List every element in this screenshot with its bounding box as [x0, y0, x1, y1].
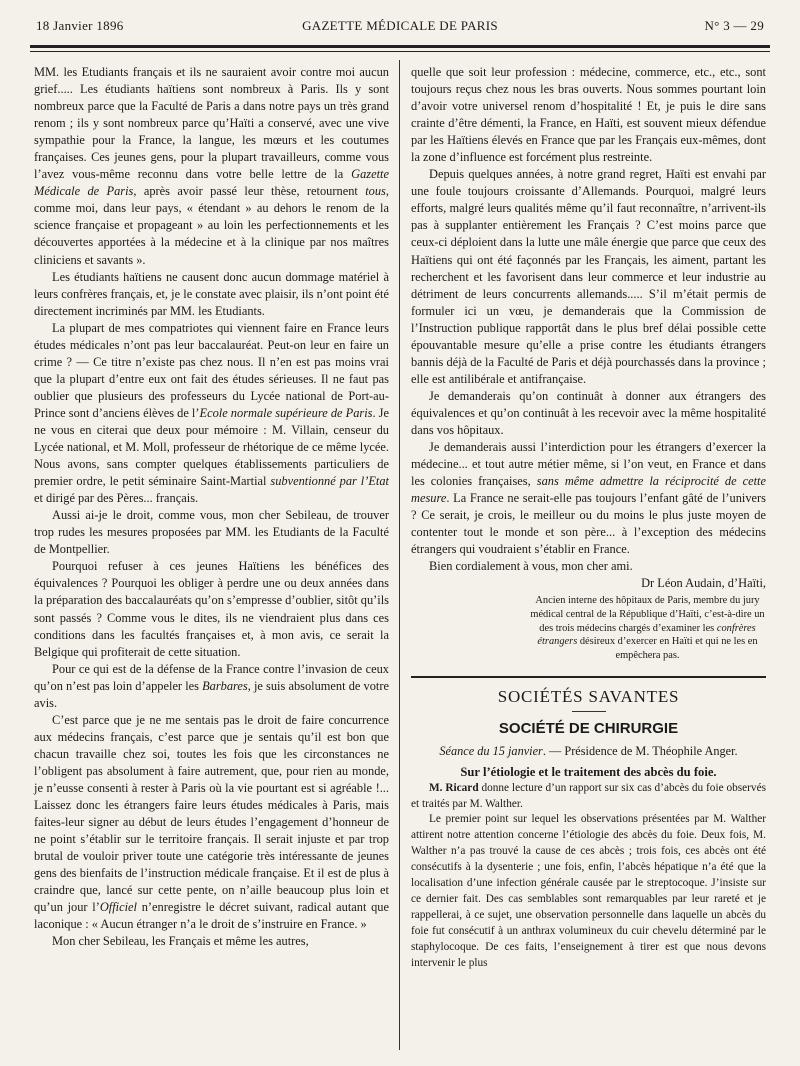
left-paragraph-6: Pour ce qui est de la défense de la France contre l’invasion de ceux qu’on n’est pas loin d’appeler les Barbares, je suis absolument de votre avis. — [34, 661, 389, 710]
left-paragraph-3: La plupart de mes compatriotes qui viennent faire en France leurs études médicales n’ont pas leur baccalauréat. Peut-on leur en faire un crime ? — Ce titre n’existe pas chez nous. Il n’en est pas moins vrai que la plupart d’entre eux ont fait des études sérieuses. Il ne faut pas oublier que plusieurs des professeurs du Lycée national de Port-au-Prince sont d’anciens élèves de l’Ecole normale supérieure de Paris. Je ne vous en citerai que deux pour mémoire : M. Villain, censeur du Lycée national, et M. Moll, professeur de rhétorique de ce même lycée. Nous avons, sans compter quelques établissements particuliers de premier ordre, le petit séminaire Saint-Martial subventionné par l’Etat et dirigé par des Pères... français. — [34, 320, 390, 506]
seance-line: Séance du 15 janvier. — Présidence de M. Théophile Anger. — [439, 743, 738, 758]
right-paragraph-2: Depuis quelques années, à notre grand regret, Haïti est envahi par une foule toujours croissante d’Allemands. Pourquoi, malgré leurs efforts, malgré leurs qualités même qu’il faut reconnaître, n’arrivent-ils pas à supplanter entièrement les Français ? C’est moins parce que ceux-ci déploient dans la lutte une mâle énergie que parce que ceux des Haïtiens qui ont été façonnés par les Français, les aiment, partant les recherchent et les favorisent dans leur commerce et leur industrie au détriment de leurs concurrents allemands..... S’il m’était permis de formuler ici un vœu, je demanderais que la Commission de l’Instruction publique rapportât dans le plus bref délai possible cette épouvantable mesure qu’elle a prise contre les étudiants étrangers bannis déjà de la Faculté de Paris et déjà pourchassés dans la province ; elle est antilibérale et antifrançaise. — [411, 167, 766, 386]
report-paragraph-2: Le premier point sur lequel les observations présentées par M. Walther attirent notre attention concerne l’étiologie des abcès du foie. Deux fois, M. Walther n’a pas trouvé la cause de ces abcès ; trois fois, ces abcès ont été consécutifs à la dysenterie ; une fois, enfin, l’abcès hépatique n’a été que la localisation d’une infection générale causée par le streptocoque. J’insiste sur ce dernier fait. Des cas semblables sont remarquables par leur rareté et je rappellerai, à ce sujet, une observation personnelle dans laquelle un abcès du foie fut consécutif à un anthrax volumineux du cuir chevelu déterminé par le staphylocoque. De ces faits, l’enseignement à tirer est que nous devons intervenir le plus — [411, 813, 766, 969]
column-separator — [399, 60, 400, 1050]
section-title: SOCIÉTÉS SAVANTES — [497, 687, 680, 707]
right-paragraph-3: Je demanderais qu’on continuât à donner aux étrangers des équivalences et qu’on continuât à les recevoir avec la même hospitalité dans vos hôpitaux. — [411, 388, 766, 437]
header-rule-thick — [30, 45, 770, 48]
right-column — [411, 64, 766, 971]
right-paragraph-5: Bien cordialement à vous, mon cher ami. — [429, 559, 633, 574]
subject-title: Sur l’étiologie et le traitement des abcès du foie. — [460, 764, 717, 779]
header-rule-thin — [30, 51, 770, 52]
report-paragraph-1: M. Ricard donne lecture d’un rapport sur six cas d’abcès du foie observés et traités par M. Walther. — [411, 781, 766, 810]
left-paragraph-7: C’est parce que je ne me sentais pas le droit de faire concurrence aux médecins français, c’est parce que je sentais qu’il est bon que chacun travaille chez soi, toutes les fois que les circonstances ne l’obligent pas absolument à faire autrement, que, pour rien au monde, je n’eusse consenti à rester à Paris où la vie pourtant est si agréable !... Laissez donc les étrangers faire leurs études médicales à Paris, mais faites-leur signer au début de leurs études l’engagement d’honneur de ne point s’établir sur le territoire français. Il serait injuste et par trop brutal de vouloir priver toute une catégorie très intéressante de jeunes gens des bienfaits de l’instruction médicale française. Et il est de plus à craindre que, lancé sur cette pente, on n’aille beaucoup plus loin et qu’un jour l’Officiel n’enregistre le décret suivant, radical autant que laconique : « Aucun étranger n’a le droit de s’instruire en France. » — [34, 712, 389, 932]
society-title: SOCIÉTÉ DE CHIRURGIE — [498, 720, 679, 738]
right-paragraph-4: Je demanderais aussi l’interdiction pour les étrangers d’exercer la médecine... et tout autre métier même, si l’on veut, en France et dans les colonies françaises, sans même admettre la réciprocité de cette mesure. La France ne serait-elle pas toujours l’enfant gâté de l’univers ? Ce serait, je crois, le meilleur ou du moins le plus juste moyen de contenter tout le monde et son père... à l’exception des médecins étrangers qui voudraient s’établir en France. — [411, 440, 767, 557]
page-header — [30, 18, 770, 38]
header-title: GAZETTE MÉDICALE DE PARIS — [302, 18, 498, 33]
header-issue: N° 3 — 29 — [704, 18, 764, 33]
left-paragraph-5: Pourquoi refuser à ces jeunes Haïtiens les bénéfices des équivalences ? Pourquoi les obliger à perdre une ou deux années dans la préparation des baccalauréats qu’on s’empresse d’oublier, sitôt qu’ils sont passés ? Comme vous le dites, ils ne viendraient plus dans ces conditions dans les facultés françaises et, à mon avis, ce serait la Belgique qui profiterait de cette situation. — [34, 559, 389, 659]
left-paragraph-2: Les étudiants haïtiens ne causent donc aucun dommage matériel à leurs confrères français, et, je le constate avec plaisir, ils n’ont point été directement incriminés par MM. les Etudiants. — [34, 269, 389, 318]
section-divider — [411, 676, 766, 678]
left-column — [34, 64, 389, 950]
header-date: 18 Janvier 1896 — [36, 18, 124, 33]
left-paragraph-1: MM. les Etudiants français et ils ne sauraient avoir contre moi aucun grief..... Les étudiants haïtiens sont nombreux à Paris. Ils y sont nombreux parce que la Faculté de Paris a dans notre pays un très grand renom ; ils y sont nombreux parce qu’Haïti a conservé, avec une vive sympathie pour la France, la langue, les mœurs et les coutumes françaises. Ces jeunes gens, pour la plupart travailleurs, comme vous l’avez vous-même reconnu dans votre belle lettre de la Gazette Médicale de Paris, après avoir passé leur thèse, retournent tous, comme moi, dans leur pays, « étendant » au dehors le renom de la science française et propageant » au loin les perfectionnements et les découvertes apportées à la médecine et à la clinique par nos maîtres cliniciens et savants ». — [34, 65, 389, 267]
left-paragraph-8: Mon cher Sebileau, les Français et même les autres, — [52, 934, 309, 949]
signature: Dr Léon Audain, d’Haïti, — [641, 576, 766, 591]
left-paragraph-4: Aussi ai-je le droit, comme vous, mon cher Sebileau, de trouver trop rudes les mesures proposées par MM. les Etudiants de la Faculté de Montpellier. — [34, 508, 389, 557]
section-small-rule — [572, 711, 606, 712]
right-paragraph-1: quelle que soit leur profession : médecine, commerce, etc., etc., sont toujours reçus chez nous les bras ouverts. Nous sommes pourtant loin d’avoir votre universel renom d’hospitalité ! Et, je puis le dire sans crainte d’être démenti, la France, en Haïti, est souvent mieux défendue par les Haïtiens élevés en France que par les Français eux-mêmes, dont la zone d’influence est forcément plus restreinte. — [411, 65, 766, 165]
signature-details: Ancien interne des hôpitaux de Paris, membre du jury médical central de la République d’Haïti, c’est-à-dire un des trois médecins chargés d’examiner les confrères étrangers désireux d’exercer en Haïti et qui ne les en empêchera pas. — [530, 595, 765, 661]
